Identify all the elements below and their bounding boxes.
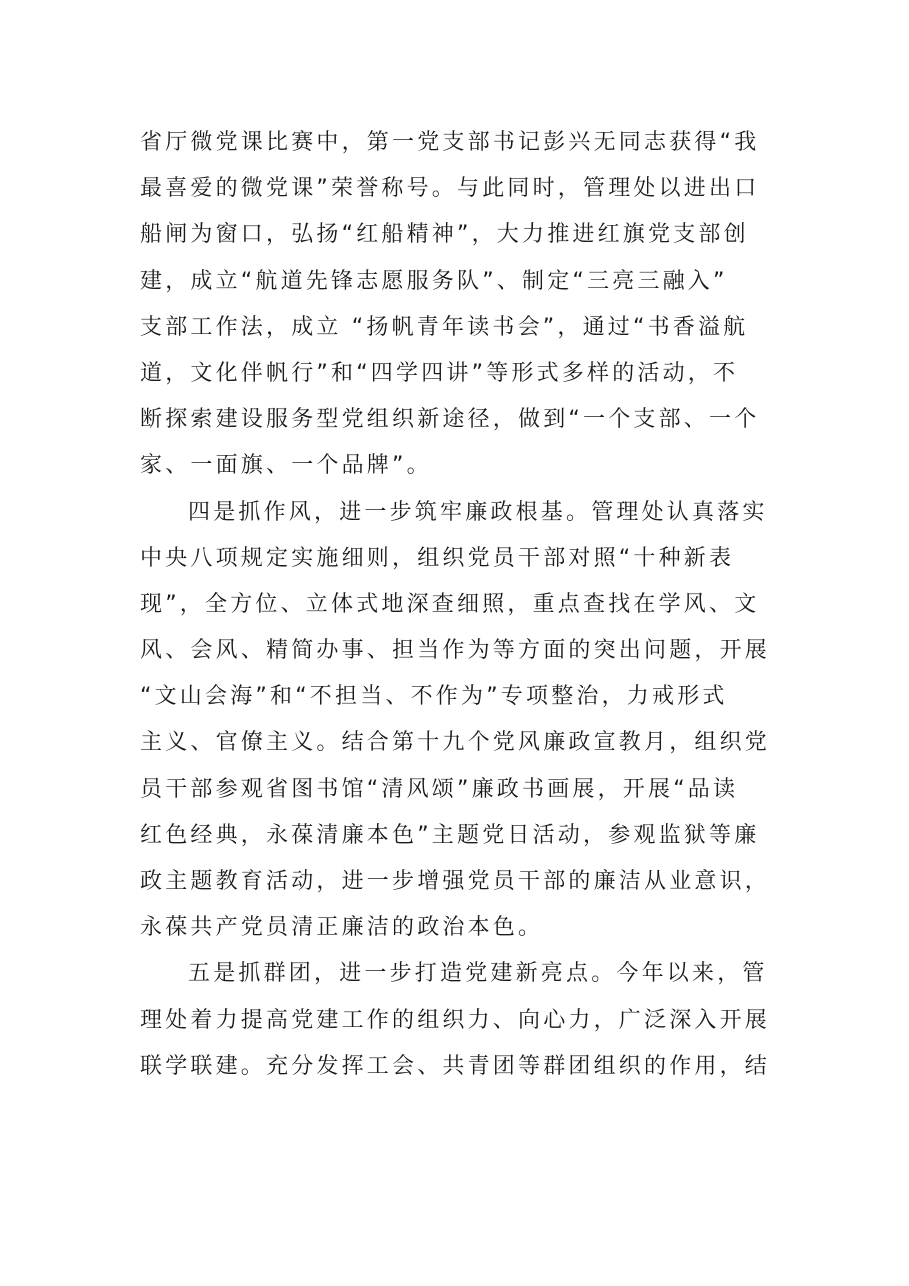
text-line: 船闸为窗口，弘扬“红船精神”，大力推进红旗党支部创: [140, 222, 749, 248]
paragraph-start-line: 四是抓作风，进一步筑牢廉政根基。管理处认真落实: [188, 499, 768, 525]
document-body: [140, 120, 772, 1090]
text-line: 家、一面旗、一个品牌”。: [140, 453, 432, 479]
text-line: 建，成立“航道先锋志愿服务队”、制定“三亮三融入”: [140, 268, 728, 294]
text-line: 红色经典，永葆清廉本色”主题党日活动，参观监狱等廉: [140, 822, 760, 848]
text-line: 主义、官僚主义。结合第十九个党风廉政宣教月，组织党: [140, 730, 771, 756]
text-line: 风、会风、精简办事、担当作为等方面的突出问题，开展: [140, 638, 771, 664]
text-line: 理处着力提高党建工作的组织力、向心力，广泛深入开展: [140, 1007, 771, 1033]
text-line: 最喜爱的微党课”荣誉称号。与此同时，管理处以进出口: [140, 176, 760, 202]
text-line: 员干部参观省图书馆“清风颂”廉政书画展，开展“品读: [140, 776, 739, 802]
text-line: 道，文化伴帆行”和“四学四讲”等形式多样的活动，不: [140, 360, 739, 386]
text-line: 永葆共产党员清正廉洁的政治本色。: [140, 915, 544, 941]
paragraph-start-line: 五是抓群团，进一步打造党建新亮点。今年以来，管: [188, 961, 768, 987]
text-line: 中央八项规定实施细则，组织党员干部对照“十种新表: [140, 545, 735, 571]
text-line: 断探索建设服务型党组织新途径，做到“一个支部、一个: [140, 407, 760, 433]
text-line: 政主题教育活动，进一步增强党员干部的廉洁从业意识，: [140, 869, 771, 894]
text-line: 联学联建。充分发挥工会、共青团等群团组织的作用，结: [140, 1053, 771, 1079]
text-line: 省厅微党课比赛中，第一党支部书记彭兴无同志获得“我: [140, 130, 760, 155]
text-line: “文山会海”和“不担当、不作为”专项整治，力戒形式: [140, 684, 728, 710]
text-line: 现”，全方位、立体式地深查细照，重点查找在学风、文: [140, 591, 760, 617]
text-line: 支部工作法，成立 “扬帆青年读书会”，通过“书香溢航: [140, 314, 749, 340]
